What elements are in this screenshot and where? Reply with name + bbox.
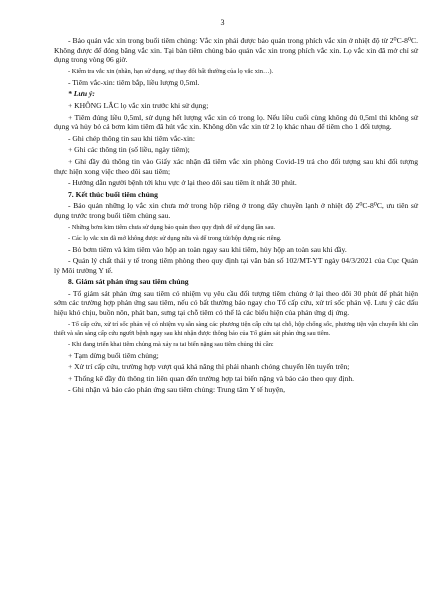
paragraph-17: 8. Giám sát phản ứng sau tiêm chủng: [68, 277, 189, 287]
paragraph-12: - Bảo quản những lọ vắc xin chưa mở trong hộp riêng ở trong dây chuyền lạnh ở nhiệt độ 2⁰C-8⁰C, ưu tiên sử dụng trước trong buổi tiêm chủng sau.: [54, 201, 418, 220]
paragraph-16: - Quản lý chất thải y tế trong tiêm phòng theo quy định tại văn bản số 102/MT-YT ngày 04/3/2021 của Cục Quản lý Môi trường Y tế.: [54, 256, 418, 275]
paragraph-8: + Ghi các thông tin (số liều, ngày tiêm);: [68, 145, 190, 155]
paragraph-5: + KHÔNG LẮC lọ vắc xin trước khi sử dụng;: [68, 100, 209, 110]
paragraph-24: - Ghi nhận và báo cáo phản ứng sau tiêm chủng: Trung tâm Y tế huyện,: [68, 385, 285, 395]
paragraph-19: - Tổ cấp cứu, xử trí sốc phản vệ có nhiệm vụ sẵn sàng các phương tiện cấp cứu tại chỗ, hộp chống sốc, phương tiện vận chuyển khi cần thiết và sẵn sàng cấp cứu người bệnh ngay sau khi nhận được thông báo của Tổ giám sát phản ứng sau tiêm.: [54, 320, 418, 337]
paragraph-20: - Khi đang triển khai tiêm chủng mà xảy ra tai biến nặng sau tiêm chủng thì cần:: [68, 340, 274, 348]
paragraph-23: + Thống kê đầy đủ thông tin liên quan đến trường hợp tai biến nặng và báo cáo theo quy định.: [68, 373, 355, 383]
paragraph-1: - Bảo quản vắc xin trong buổi tiêm chủng: Vắc xin phải được bảo quản trong phích vắc xin ở nhiệt độ từ 2⁰C-8⁰C. Không được để đóng băng vắc xin. Tại bàn tiêm chủng bảo quản vắc xin trong phích vắc xin. Lọ vắc xin đã mở chỉ sử dụng trong vòng 06 giờ.: [54, 36, 418, 65]
document-body: [54, 36, 418, 397]
paragraph-3: - Tiêm vắc-xin: tiêm bắp, liều lượng 0,5ml.: [68, 77, 200, 87]
paragraph-18: - Tổ giám sát phản ứng sau tiêm có nhiệm vụ yêu cầu đối tượng tiêm chủng ở lại theo dõi 30 phút để phát hiện sớm các trường hợp phản ứng sau tiêm, nếu có bất thường báo ngay cho Tổ cấp cứu, xử trí sốc phản vệ. Lưu ý các dấu hiệu khó chịu, buồn nôn, phát ban, sưng tại chỗ tiêm có thể là các biểu hiện của phản ứng dị ứng.: [54, 288, 418, 318]
paragraph-22: + Xử trí cấp cứu, trường hợp vượt quá khả năng thì phải nhanh chóng chuyển lên tuyến trên;: [68, 362, 350, 372]
paragraph-7: - Ghi chép thông tin sau khi tiêm vắc-xin:: [68, 133, 195, 143]
paragraph-9: + Ghi đầy đủ thông tin vào Giấy xác nhận đã tiêm vắc xin phòng Covid-19 trả cho đối tượng sau khi đối tượng thực hiện xong việc theo dõi sau tiêm;: [54, 156, 418, 176]
paragraph-14: - Các lọ vắc xin đã mở không được sử dụng nữa và để trong túi/hộp đựng rác riêng.: [68, 234, 282, 242]
paragraph-4: * Lưu ý:: [68, 89, 95, 99]
paragraph-21: + Tạm dừng buổi tiêm chủng;: [68, 350, 159, 360]
paragraph-13: - Những bơm kim tiêm chưa sử dụng bảo quản theo quy định để sử dụng lần sau.: [68, 223, 276, 231]
page-number: 3: [220, 18, 225, 27]
paragraph-10: - Hướng dẫn người bệnh tới khu vực ở lại theo dõi sau tiêm ít nhất 30 phút.: [68, 178, 297, 188]
paragraph-11: 7. Kết thúc buổi tiêm chủng: [68, 189, 158, 199]
paragraph-2: - Kiểm tra vắc xin (nhãn, hạn sử dụng, sự thay đổi bất thường của lọ vắc xin…).: [68, 67, 274, 75]
paragraph-15: - Bỏ bơm tiêm và kim tiêm vào hộp an toàn ngay sau khi tiêm, hủy hộp an toàn sau khi đầy.: [68, 244, 347, 254]
paragraph-6: + Tiêm đúng liều 0,5ml, sử dụng hết lượng vắc xin có trong lọ. Nếu liều cuối cùng không đủ 0,5ml thì không sử dụng và hủy bỏ cả bơm kim tiêm đã hút vắc xin. Không dồn vắc xin từ 2 lọ khác nhau để tiêm cho 1 đối tượng.: [54, 112, 418, 132]
